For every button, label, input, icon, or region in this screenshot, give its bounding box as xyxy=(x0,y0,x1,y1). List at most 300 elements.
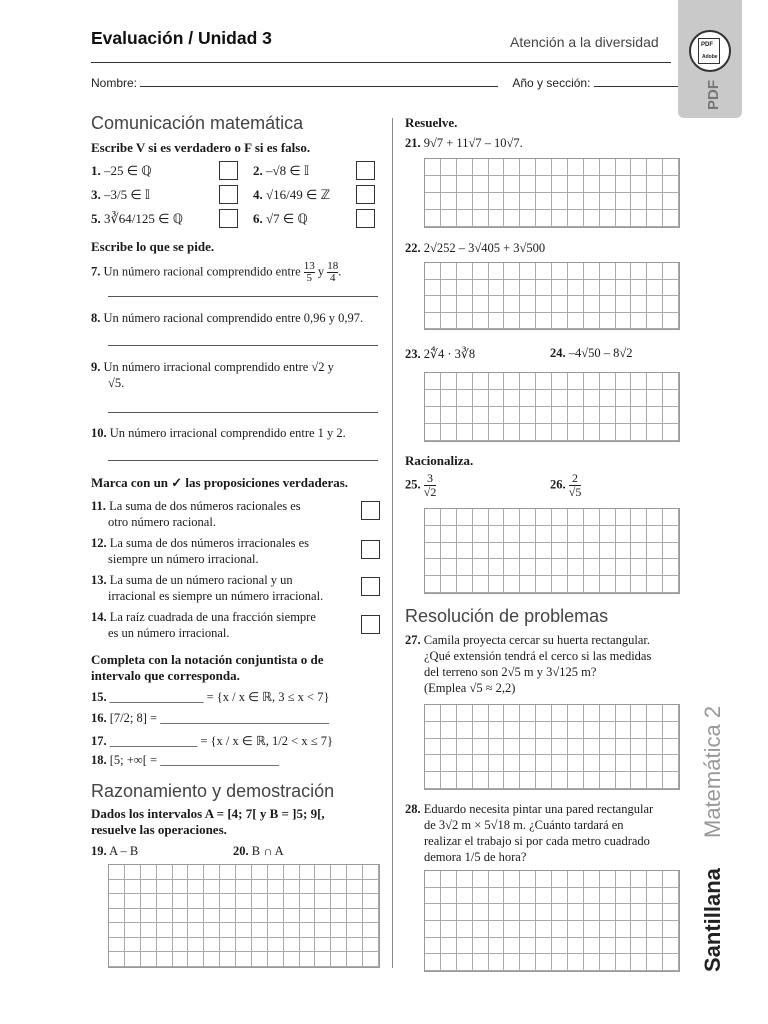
answer-grid-23-24[interactable] xyxy=(424,372,680,442)
grid-cell[interactable] xyxy=(568,210,584,227)
name-field[interactable] xyxy=(140,76,498,87)
grid-cell[interactable] xyxy=(188,923,204,938)
grid-cell[interactable] xyxy=(600,888,616,905)
grid-cell[interactable] xyxy=(473,176,489,193)
grid-cell[interactable] xyxy=(663,509,679,526)
grid-cell[interactable] xyxy=(473,559,489,576)
grid-cell[interactable] xyxy=(552,888,568,905)
grid-cell[interactable] xyxy=(631,576,647,593)
grid-cell[interactable] xyxy=(647,373,663,390)
grid-cell[interactable] xyxy=(236,952,252,967)
grid-cell[interactable] xyxy=(363,894,379,909)
grid-cell[interactable] xyxy=(425,526,441,543)
grid-cell[interactable] xyxy=(441,407,457,424)
grid-cell[interactable] xyxy=(647,280,663,297)
grid-cell[interactable] xyxy=(489,176,505,193)
grid-cell[interactable] xyxy=(663,263,679,280)
grid-cell[interactable] xyxy=(473,755,489,772)
grid-cell[interactable] xyxy=(552,576,568,593)
grid-cell[interactable] xyxy=(616,263,632,280)
grid-cell[interactable] xyxy=(457,509,473,526)
grid-cell[interactable] xyxy=(441,576,457,593)
grid-cell[interactable] xyxy=(141,894,157,909)
grid-cell[interactable] xyxy=(188,894,204,909)
grid-cell[interactable] xyxy=(520,373,536,390)
grid-cell[interactable] xyxy=(173,938,189,953)
grid-cell[interactable] xyxy=(520,739,536,756)
grid-cell[interactable] xyxy=(504,424,520,441)
grid-cell[interactable] xyxy=(584,559,600,576)
grid-cell[interactable] xyxy=(663,543,679,560)
grid-cell[interactable] xyxy=(489,904,505,921)
grid-cell[interactable] xyxy=(363,865,379,880)
grid-cell[interactable] xyxy=(457,313,473,330)
grid-cell[interactable] xyxy=(473,373,489,390)
grid-cell[interactable] xyxy=(552,722,568,739)
grid-cell[interactable] xyxy=(489,159,505,176)
grid-cell[interactable] xyxy=(504,313,520,330)
grid-cell[interactable] xyxy=(489,722,505,739)
grid-cell[interactable] xyxy=(631,526,647,543)
grid-cell[interactable] xyxy=(631,193,647,210)
grid-cell[interactable] xyxy=(425,296,441,313)
grid-cell[interactable] xyxy=(616,210,632,227)
item-16[interactable]: 16. [7/2; 8] = ___________________________ xyxy=(91,711,329,725)
grid-cell[interactable] xyxy=(552,954,568,971)
grid-cell[interactable] xyxy=(600,159,616,176)
grid-cell[interactable] xyxy=(457,921,473,938)
grid-cell[interactable] xyxy=(473,705,489,722)
grid-cell[interactable] xyxy=(647,543,663,560)
grid-cell[interactable] xyxy=(631,755,647,772)
grid-cell[interactable] xyxy=(363,909,379,924)
grid-cell[interactable] xyxy=(425,871,441,888)
grid-cell[interactable] xyxy=(631,543,647,560)
grid-cell[interactable] xyxy=(568,424,584,441)
grid-cell[interactable] xyxy=(457,954,473,971)
vf-box-1[interactable] xyxy=(219,161,238,180)
grid-cell[interactable] xyxy=(347,865,363,880)
grid-cell[interactable] xyxy=(252,909,268,924)
grid-cell[interactable] xyxy=(300,952,316,967)
grid-cell[interactable] xyxy=(568,159,584,176)
grid-cell[interactable] xyxy=(457,176,473,193)
grid-cell[interactable] xyxy=(315,894,331,909)
grid-cell[interactable] xyxy=(441,313,457,330)
grid-cell[interactable] xyxy=(300,938,316,953)
grid-cell[interactable] xyxy=(616,576,632,593)
grid-cell[interactable] xyxy=(425,176,441,193)
grid-cell[interactable] xyxy=(441,904,457,921)
grid-cell[interactable] xyxy=(520,210,536,227)
grid-cell[interactable] xyxy=(600,954,616,971)
answer-grid-25-26[interactable] xyxy=(424,508,680,594)
grid-cell[interactable] xyxy=(616,954,632,971)
grid-cell[interactable] xyxy=(489,193,505,210)
grid-cell[interactable] xyxy=(441,954,457,971)
grid-cell[interactable] xyxy=(616,193,632,210)
grid-cell[interactable] xyxy=(204,865,220,880)
grid-cell[interactable] xyxy=(347,909,363,924)
grid-cell[interactable] xyxy=(568,526,584,543)
grid-cell[interactable] xyxy=(188,880,204,895)
grid-cell[interactable] xyxy=(457,526,473,543)
grid-cell[interactable] xyxy=(568,296,584,313)
grid-cell[interactable] xyxy=(536,559,552,576)
grid-cell[interactable] xyxy=(647,159,663,176)
grid-cell[interactable] xyxy=(441,705,457,722)
grid-cell[interactable] xyxy=(457,373,473,390)
grid-cell[interactable] xyxy=(616,705,632,722)
grid-cell[interactable] xyxy=(568,509,584,526)
grid-cell[interactable] xyxy=(457,938,473,955)
grid-cell[interactable] xyxy=(473,296,489,313)
grid-cell[interactable] xyxy=(647,407,663,424)
grid-cell[interactable] xyxy=(457,739,473,756)
grid-cell[interactable] xyxy=(663,755,679,772)
grid-cell[interactable] xyxy=(425,509,441,526)
grid-cell[interactable] xyxy=(663,559,679,576)
grid-cell[interactable] xyxy=(125,865,141,880)
grid-cell[interactable] xyxy=(520,559,536,576)
grid-cell[interactable] xyxy=(584,722,600,739)
grid-cell[interactable] xyxy=(552,280,568,297)
grid-cell[interactable] xyxy=(441,938,457,955)
grid-cell[interactable] xyxy=(631,888,647,905)
grid-cell[interactable] xyxy=(616,390,632,407)
grid-cell[interactable] xyxy=(363,938,379,953)
grid-cell[interactable] xyxy=(647,888,663,905)
grid-cell[interactable] xyxy=(109,865,125,880)
grid-cell[interactable] xyxy=(520,921,536,938)
grid-cell[interactable] xyxy=(441,296,457,313)
grid-cell[interactable] xyxy=(268,880,284,895)
grid-cell[interactable] xyxy=(552,755,568,772)
grid-cell[interactable] xyxy=(425,921,441,938)
grid-cell[interactable] xyxy=(584,543,600,560)
grid-cell[interactable] xyxy=(504,938,520,955)
grid-cell[interactable] xyxy=(536,576,552,593)
grid-cell[interactable] xyxy=(663,739,679,756)
grid-cell[interactable] xyxy=(536,424,552,441)
grid-cell[interactable] xyxy=(552,739,568,756)
grid-cell[interactable] xyxy=(536,772,552,789)
grid-cell[interactable] xyxy=(204,909,220,924)
grid-cell[interactable] xyxy=(109,923,125,938)
grid-cell[interactable] xyxy=(663,938,679,955)
grid-cell[interactable] xyxy=(536,871,552,888)
grid-cell[interactable] xyxy=(536,543,552,560)
grid-cell[interactable] xyxy=(425,390,441,407)
grid-cell[interactable] xyxy=(568,263,584,280)
grid-cell[interactable] xyxy=(520,576,536,593)
grid-cell[interactable] xyxy=(125,923,141,938)
grid-cell[interactable] xyxy=(489,755,505,772)
grid-cell[interactable] xyxy=(489,390,505,407)
grid-cell[interactable] xyxy=(616,904,632,921)
grid-cell[interactable] xyxy=(125,952,141,967)
grid-cell[interactable] xyxy=(536,526,552,543)
grid-cell[interactable] xyxy=(109,952,125,967)
grid-cell[interactable] xyxy=(647,296,663,313)
grid-cell[interactable] xyxy=(441,888,457,905)
grid-cell[interactable] xyxy=(504,509,520,526)
grid-cell[interactable] xyxy=(631,263,647,280)
grid-cell[interactable] xyxy=(568,176,584,193)
answer-line-8[interactable] xyxy=(108,345,378,346)
grid-cell[interactable] xyxy=(520,509,536,526)
grid-cell[interactable] xyxy=(584,739,600,756)
grid-cell[interactable] xyxy=(504,543,520,560)
grid-cell[interactable] xyxy=(663,772,679,789)
grid-cell[interactable] xyxy=(520,313,536,330)
grid-cell[interactable] xyxy=(473,210,489,227)
grid-cell[interactable] xyxy=(584,772,600,789)
grid-cell[interactable] xyxy=(616,509,632,526)
grid-cell[interactable] xyxy=(489,543,505,560)
grid-cell[interactable] xyxy=(425,739,441,756)
grid-cell[interactable] xyxy=(425,280,441,297)
grid-cell[interactable] xyxy=(157,923,173,938)
grid-cell[interactable] xyxy=(568,755,584,772)
grid-cell[interactable] xyxy=(584,159,600,176)
grid-cell[interactable] xyxy=(504,705,520,722)
grid-cell[interactable] xyxy=(268,865,284,880)
grid-cell[interactable] xyxy=(552,509,568,526)
grid-cell[interactable] xyxy=(536,263,552,280)
grid-cell[interactable] xyxy=(315,952,331,967)
grid-cell[interactable] xyxy=(600,407,616,424)
grid-cell[interactable] xyxy=(236,923,252,938)
grid-cell[interactable] xyxy=(157,952,173,967)
grid-cell[interactable] xyxy=(600,193,616,210)
grid-cell[interactable] xyxy=(536,390,552,407)
grid-cell[interactable] xyxy=(109,909,125,924)
grid-cell[interactable] xyxy=(647,509,663,526)
grid-cell[interactable] xyxy=(600,313,616,330)
grid-cell[interactable] xyxy=(425,772,441,789)
grid-cell[interactable] xyxy=(441,509,457,526)
answer-grid-27[interactable] xyxy=(424,704,680,790)
grid-cell[interactable] xyxy=(252,894,268,909)
grid-cell[interactable] xyxy=(489,705,505,722)
grid-cell[interactable] xyxy=(425,313,441,330)
grid-cell[interactable] xyxy=(616,526,632,543)
grid-cell[interactable] xyxy=(331,909,347,924)
grid-cell[interactable] xyxy=(616,938,632,955)
grid-cell[interactable] xyxy=(600,938,616,955)
grid-cell[interactable] xyxy=(568,705,584,722)
grid-cell[interactable] xyxy=(425,904,441,921)
grid-cell[interactable] xyxy=(663,176,679,193)
grid-cell[interactable] xyxy=(663,576,679,593)
grid-cell[interactable] xyxy=(109,938,125,953)
grid-cell[interactable] xyxy=(663,373,679,390)
grid-cell[interactable] xyxy=(220,865,236,880)
grid-cell[interactable] xyxy=(331,894,347,909)
grid-cell[interactable] xyxy=(473,888,489,905)
grid-cell[interactable] xyxy=(425,576,441,593)
grid-cell[interactable] xyxy=(504,722,520,739)
grid-cell[interactable] xyxy=(568,407,584,424)
grid-cell[interactable] xyxy=(520,904,536,921)
grid-cell[interactable] xyxy=(568,921,584,938)
grid-cell[interactable] xyxy=(616,313,632,330)
item-15[interactable]: 15. _______________ = {x / x ∈ ℝ, 3 ≤ x < 7} xyxy=(91,690,330,704)
grid-cell[interactable] xyxy=(647,705,663,722)
grid-cell[interactable] xyxy=(552,407,568,424)
grid-cell[interactable] xyxy=(568,772,584,789)
grid-cell[interactable] xyxy=(663,921,679,938)
grid-cell[interactable] xyxy=(441,193,457,210)
grid-cell[interactable] xyxy=(631,739,647,756)
grid-cell[interactable] xyxy=(331,938,347,953)
grid-cell[interactable] xyxy=(568,193,584,210)
grid-cell[interactable] xyxy=(473,424,489,441)
grid-cell[interactable] xyxy=(600,263,616,280)
grid-cell[interactable] xyxy=(489,509,505,526)
grid-cell[interactable] xyxy=(141,923,157,938)
grid-cell[interactable] xyxy=(663,296,679,313)
grid-cell[interactable] xyxy=(473,193,489,210)
grid-cell[interactable] xyxy=(252,938,268,953)
grid-cell[interactable] xyxy=(568,543,584,560)
grid-cell[interactable] xyxy=(425,722,441,739)
grid-cell[interactable] xyxy=(425,559,441,576)
grid-cell[interactable] xyxy=(504,921,520,938)
grid-cell[interactable] xyxy=(647,904,663,921)
grid-cell[interactable] xyxy=(300,894,316,909)
grid-cell[interactable] xyxy=(536,722,552,739)
grid-cell[interactable] xyxy=(616,373,632,390)
grid-cell[interactable] xyxy=(347,880,363,895)
grid-cell[interactable] xyxy=(284,865,300,880)
grid-cell[interactable] xyxy=(536,739,552,756)
grid-cell[interactable] xyxy=(552,705,568,722)
grid-cell[interactable] xyxy=(536,193,552,210)
grid-cell[interactable] xyxy=(600,543,616,560)
grid-cell[interactable] xyxy=(157,938,173,953)
grid-cell[interactable] xyxy=(473,904,489,921)
grid-cell[interactable] xyxy=(489,424,505,441)
grid-cell[interactable] xyxy=(109,880,125,895)
grid-cell[interactable] xyxy=(520,263,536,280)
grid-cell[interactable] xyxy=(663,526,679,543)
grid-cell[interactable] xyxy=(204,894,220,909)
grid-cell[interactable] xyxy=(504,871,520,888)
grid-cell[interactable] xyxy=(552,159,568,176)
grid-cell[interactable] xyxy=(584,938,600,955)
grid-cell[interactable] xyxy=(473,722,489,739)
grid-cell[interactable] xyxy=(504,280,520,297)
answer-grid-22[interactable] xyxy=(424,262,680,330)
vf-box-2[interactable] xyxy=(356,161,375,180)
grid-cell[interactable] xyxy=(252,880,268,895)
grid-cell[interactable] xyxy=(647,871,663,888)
grid-cell[interactable] xyxy=(552,296,568,313)
grid-cell[interactable] xyxy=(552,938,568,955)
grid-cell[interactable] xyxy=(663,407,679,424)
grid-cell[interactable] xyxy=(425,705,441,722)
grid-cell[interactable] xyxy=(268,938,284,953)
grid-cell[interactable] xyxy=(157,894,173,909)
grid-cell[interactable] xyxy=(425,263,441,280)
grid-cell[interactable] xyxy=(220,880,236,895)
grid-cell[interactable] xyxy=(600,296,616,313)
grid-cell[interactable] xyxy=(552,373,568,390)
grid-cell[interactable] xyxy=(489,954,505,971)
grid-cell[interactable] xyxy=(616,755,632,772)
grid-cell[interactable] xyxy=(600,739,616,756)
grid-cell[interactable] xyxy=(552,921,568,938)
grid-cell[interactable] xyxy=(284,938,300,953)
grid-cell[interactable] xyxy=(188,938,204,953)
grid-cell[interactable] xyxy=(457,559,473,576)
item-18[interactable]: 18. [5; +∞[ = ___________________ xyxy=(91,753,279,767)
grid-cell[interactable] xyxy=(504,176,520,193)
grid-cell[interactable] xyxy=(647,739,663,756)
grid-cell[interactable] xyxy=(647,921,663,938)
grid-cell[interactable] xyxy=(552,543,568,560)
grid-cell[interactable] xyxy=(489,296,505,313)
grid-cell[interactable] xyxy=(631,373,647,390)
grid-cell[interactable] xyxy=(552,210,568,227)
grid-cell[interactable] xyxy=(568,559,584,576)
grid-cell[interactable] xyxy=(616,296,632,313)
grid-cell[interactable] xyxy=(473,313,489,330)
grid-cell[interactable] xyxy=(204,938,220,953)
grid-cell[interactable] xyxy=(600,526,616,543)
grid-cell[interactable] xyxy=(457,193,473,210)
grid-cell[interactable] xyxy=(315,938,331,953)
grid-cell[interactable] xyxy=(236,938,252,953)
grid-cell[interactable] xyxy=(536,954,552,971)
grid-cell[interactable] xyxy=(631,938,647,955)
grid-cell[interactable] xyxy=(536,210,552,227)
grid-cell[interactable] xyxy=(173,865,189,880)
grid-cell[interactable] xyxy=(647,772,663,789)
grid-cell[interactable] xyxy=(520,193,536,210)
grid-cell[interactable] xyxy=(616,407,632,424)
grid-cell[interactable] xyxy=(173,923,189,938)
grid-cell[interactable] xyxy=(568,888,584,905)
grid-cell[interactable] xyxy=(504,772,520,789)
grid-cell[interactable] xyxy=(425,424,441,441)
grid-cell[interactable] xyxy=(109,894,125,909)
grid-cell[interactable] xyxy=(520,543,536,560)
grid-cell[interactable] xyxy=(568,313,584,330)
grid-cell[interactable] xyxy=(663,722,679,739)
grid-cell[interactable] xyxy=(489,772,505,789)
grid-cell[interactable] xyxy=(663,210,679,227)
check-box-13[interactable] xyxy=(361,577,380,596)
grid-cell[interactable] xyxy=(331,880,347,895)
grid-cell[interactable] xyxy=(536,159,552,176)
grid-cell[interactable] xyxy=(331,923,347,938)
grid-cell[interactable] xyxy=(268,923,284,938)
grid-cell[interactable] xyxy=(236,894,252,909)
grid-cell[interactable] xyxy=(173,952,189,967)
grid-cell[interactable] xyxy=(536,904,552,921)
grid-cell[interactable] xyxy=(584,193,600,210)
grid-cell[interactable] xyxy=(425,373,441,390)
grid-cell[interactable] xyxy=(252,952,268,967)
grid-cell[interactable] xyxy=(504,904,520,921)
grid-cell[interactable] xyxy=(584,509,600,526)
grid-cell[interactable] xyxy=(631,871,647,888)
grid-cell[interactable] xyxy=(520,390,536,407)
grid-cell[interactable] xyxy=(236,909,252,924)
